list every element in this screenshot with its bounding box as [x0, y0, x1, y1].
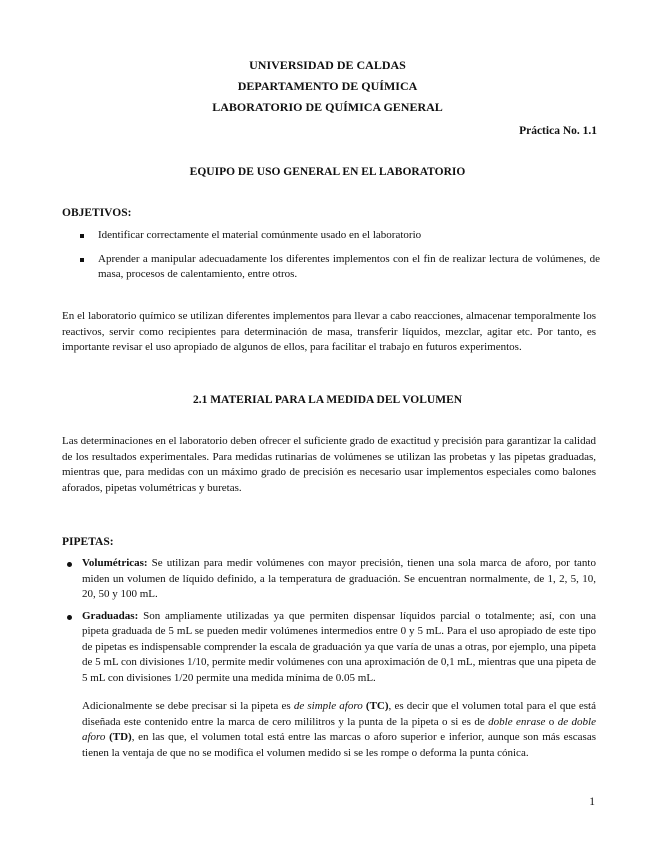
objectives-list	[80, 228, 600, 291]
graduadas-label: Graduadas:	[82, 609, 139, 622]
intro-paragraph: En el laboratorio químico se utilizan diferentes implementos para llevar a cabo reacciones, almacenar temporalmente los reactivos, servir como recipientes para determinación de masa, transferir líquidos, mezclar, agitar etc. Por tanto, es importante revisar el uso apropiado de algunos de ellos, para facilitar el trabajo en futuros experimentos.	[62, 310, 596, 353]
bullet-dot-icon	[67, 562, 72, 567]
objectives-heading: OBJETIVOS:	[62, 207, 132, 219]
objective-text: Aprender a manipular adecuadamente los diferentes implementos con el fin de realizar lectura de volúmenes, de masa, procesos de calentamiento, entre otros.	[98, 252, 600, 280]
practice-number: Práctica No. 1.1	[519, 125, 597, 137]
objective-text: Identificar correctamente el material comúnmente usado en el laboratorio	[98, 229, 422, 241]
bullet-dot-icon	[67, 615, 72, 620]
volumetricas-text: Se utilizan para medir volúmenes con mayor precisión, tienen una sola marca de aforo, por tanto miden un volumen de líquido definido, a la temperatura de graduación. Se encuentran normalmente, de 1, 2, 5, 10, 20, 50 y 100 mL.	[82, 557, 596, 600]
list-item-volumetricas	[62, 556, 596, 603]
objective-item	[80, 228, 600, 244]
objective-item	[80, 252, 600, 283]
pipetas-heading: PIPETAS:	[62, 536, 114, 548]
section-heading: 2.1 MATERIAL PARA LA MEDIDA DEL VOLUMEN	[192, 394, 463, 406]
graduadas-text: Son ampliamente utilizadas ya que permiten dispensar líquidos parcial o totalmente; así, con una pipeta graduada de 5 mL se pueden medir volúmenes intermedios entre 0 y 5 mL. Para el uso apropiado de este tipo de pipetas es indispensable comprender la escala de graduación ya que varía de unas a otras, por ejemplo, una pipeta de 5 mL con divisiones 1/10, permite medir volúmenes con una aproximación de 0,1 mL, mientras que una pipeta de 5 mL con divisiones 1/20 permite una medida mínima de 0.05 mL.	[82, 609, 597, 684]
document-title: EQUIPO DE USO GENERAL EN EL LABORATORIO	[189, 166, 466, 178]
aforo-paragraph: Adicionalmente se debe precisar si la pipeta es de simple aforo (TC), es decir que el volumen total para el que está diseñada este contenido entre la marca de cero mililitros y la punta de la pipeta o si es de doble enrase o de doble aforo (TD), en las que, el volumen total está entre las marcas o aforo superior e inferior, aunque son más escasas tienen la ventaja de que no se modifica el volumen medido si se les rompe o deforma la punta cónica.	[82, 700, 596, 759]
department-name: DEPARTAMENTO DE QUÍMICA	[237, 79, 418, 93]
volumetricas-label: Volumétricas:	[82, 557, 148, 569]
square-bullet-icon	[80, 258, 84, 262]
list-item-graduadas	[62, 609, 596, 687]
square-bullet-icon	[80, 234, 84, 238]
section-paragraph: Las determinaciones en el laboratorio deben ofrecer el suficiente grado de exactitud y precisión para garantizar la calidad de los resultados experimentales. Para medidas rutinarias de volúmenes se utilizan las probetas y las pipetas graduadas, mientras que, para medidas con un máximo grado de precisión es necesario usar implementos especiales como balones aforados, pipetas volumétricas y buretas.	[62, 435, 596, 494]
page-number: 1	[589, 796, 595, 808]
lab-name: LABORATORIO DE QUÍMICA GENERAL	[212, 100, 443, 114]
university-name: UNIVERSIDAD DE CALDAS	[249, 58, 406, 72]
pipetas-list	[62, 556, 596, 692]
